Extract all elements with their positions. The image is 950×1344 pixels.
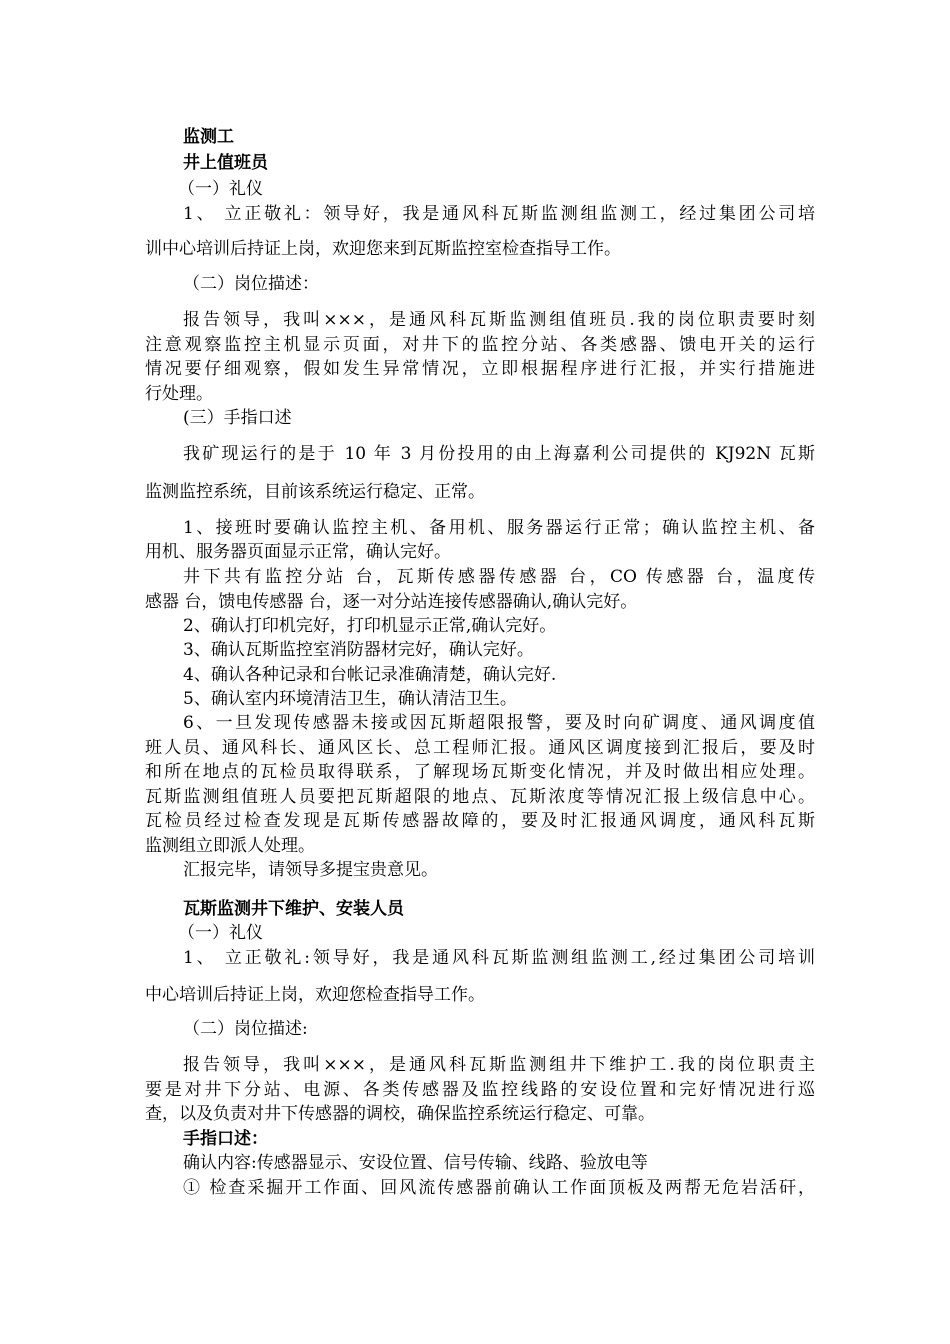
document-title: 监测工 xyxy=(183,127,234,147)
job-description-line-3: 情况要仔细观察，假如发生异常情况，立即根据程序进行汇报，并实行措施进 xyxy=(145,359,815,379)
job-description-heading-2: （二）岗位描述: xyxy=(183,1019,308,1039)
item-6-line-5: 瓦检员经过检查发现是瓦斯传感器故障的，要及时汇报通风调度，通风科瓦斯 xyxy=(145,811,815,831)
etiquette-2-text-line-2: 中心培训后持证上岗，欢迎您检查指导工作。 xyxy=(145,985,485,1005)
item-6-line-2: 班人员、通风科长、通风区长、总工程师汇报。通风区调度接到汇报后，要及时 xyxy=(145,738,815,758)
item-6-line-1: 6、一旦发现传感器未接或因瓦斯超限报警，要及时向矿调度、通风调度值 xyxy=(183,713,815,733)
system-text-line-1: 我矿现运行的是于 10 年 3 月份投用的由上海嘉利公司提供的 KJ92N 瓦斯 xyxy=(183,444,815,464)
job-description-2-line-3: 查，以及负责对井下传感器的调校，确保监控系统运行稳定、可靠。 xyxy=(145,1104,655,1124)
item-6-line-4: 瓦斯监测组值班人员要把瓦斯超限的地点、瓦斯浓度等情况汇报上级信息中心。 xyxy=(145,787,815,807)
item-3: 3、确认瓦斯监控室消防器材完好，确认完好。 xyxy=(183,640,534,660)
section-heading-underground-maintenance: 瓦斯监测井下维护、安装人员 xyxy=(183,899,404,919)
job-description-line-2: 注意观察监控主机显示页面，对井下的监控分站、各类感器、馈电开关的运行 xyxy=(145,335,815,355)
item-6-line-6: 监测组立即派人处理。 xyxy=(145,836,315,856)
confirm-content: 确认内容:传感器显示、安设位置、信号传输、线路、验放电等 xyxy=(183,1153,648,1173)
item-5: 5、确认室内环境清洁卫生，确认清洁卫生。 xyxy=(183,689,517,709)
pointing-heading: (三）手指口述 xyxy=(183,408,292,428)
etiquette-text-line-1: 1、 立正敬礼：领导好，我是通风科瓦斯监测组监测工，经过集团公司培 xyxy=(183,204,815,224)
item-1-line-1: 1、接班时要确认监控主机、备用机、服务器运行正常；确认监控主机、备 xyxy=(183,518,815,538)
etiquette-text-line-2: 训中心培训后持证上岗，欢迎您来到瓦斯监控室检查指导工作。 xyxy=(145,239,621,259)
system-text-line-2: 监测监控系统，目前该系统运行稳定、正常。 xyxy=(145,482,485,502)
closing-remark: 汇报完毕，请领导多提宝贵意见。 xyxy=(183,860,438,880)
item-1-line-2: 用机、服务器页面显示正常，确认完好。 xyxy=(145,542,451,562)
step-1: ① 检查采掘开工作面、回风流传感器前确认工作面顶板及两帮无危岩活矸， xyxy=(183,1178,815,1198)
job-description-2-line-2: 要是对井下分站、电源、各类传感器及监控线路的安设位置和完好情况进行巡 xyxy=(145,1080,815,1100)
job-description-line-1: 报告领导，我叫×××，是通风科瓦斯监测组值班员.我的岗位职责要时刻 xyxy=(183,310,815,330)
section-heading-surface-duty: 井上值班员 xyxy=(183,153,268,173)
job-description-2-line-1: 报告领导，我叫×××，是通风科瓦斯监测组井下维护工.我的岗位职责主 xyxy=(183,1055,815,1075)
sensor-count-line-2: 感器 台，馈电传感器 台，逐一对分站连接传感器确认,确认完好。 xyxy=(145,592,638,612)
pointing-heading-2: 手指口述： xyxy=(183,1129,268,1149)
sensor-count-line-1: 井下共有监控分站 台，瓦斯传感器传感器 台，CO 传感器 台，温度传 xyxy=(183,567,815,587)
item-4: 4、确认各种记录和台帐记录准确清楚，确认完好. xyxy=(183,665,557,685)
etiquette-heading-2: （一）礼仪 xyxy=(178,923,263,943)
job-description-line-4: 行处理。 xyxy=(145,384,213,404)
job-description-heading: （二）岗位描述： xyxy=(183,274,319,294)
item-2: 2、确认打印机完好，打印机显示正常,确认完好。 xyxy=(183,616,557,636)
etiquette-heading: （一）礼仪 xyxy=(178,179,263,199)
item-6-line-3: 和所在地点的瓦检员取得联系，了解现场瓦斯变化情况，并及时做出相应处理。 xyxy=(145,762,815,782)
etiquette-2-text-line-1: 1、 立正敬礼:领导好，我是通风科瓦斯监测组监测工,经过集团公司培训 xyxy=(183,948,815,968)
